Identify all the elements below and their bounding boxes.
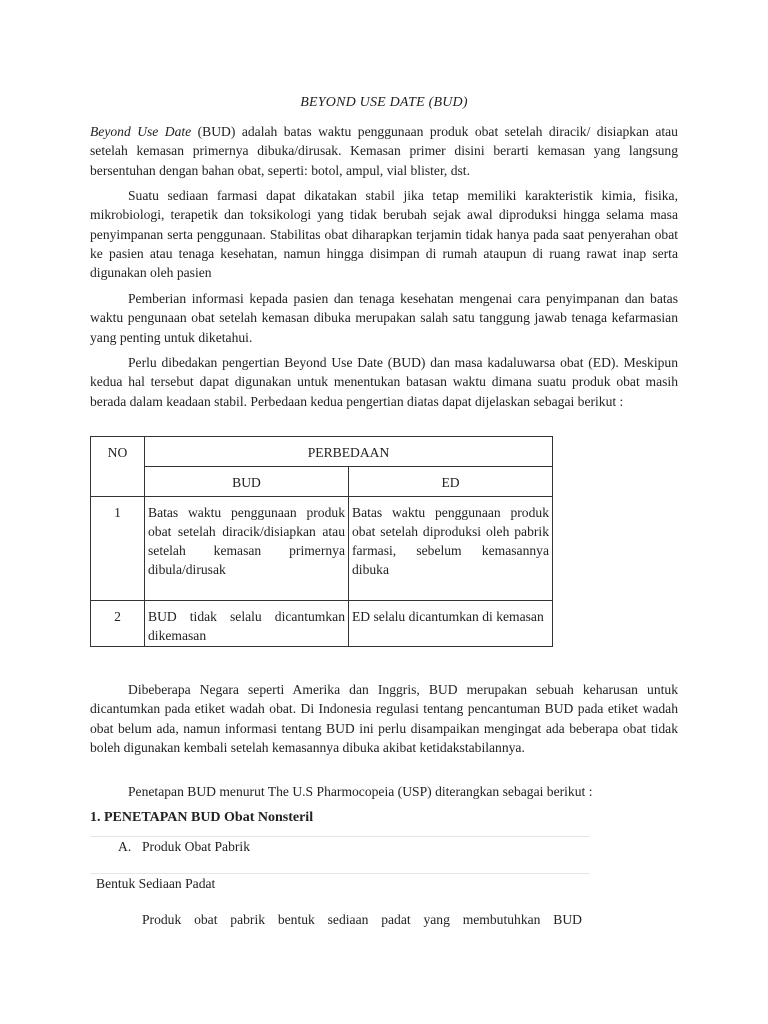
section-heading: 1. PENETAPAN BUD Obat Nonsteril [90,810,314,825]
header-bud: BUD [145,467,349,497]
paragraph-definition [90,122,678,180]
stability-text: Suatu sediaan farmasi dapat dikatakan stabil jika tetap memiliki karakteristik kimia, fisika, mikrobiologi, terapetik dan toksikologi yang tidak berubah sejak awal diproduksi hingga selama masa penyimpanan serta penggunaan. Stabilitas obat diharapkan terjamin tidak hanya pada saat penyerahan obat ke pasien atau tenaga kesehatan, namun hingga disimpan di rumah ataupun di ruang rawat inap serta digunakan oleh pasien [90,188,678,281]
header-perbedaan: PERBEDAAN [145,437,553,467]
paragraph-stability [90,186,678,282]
ed-cell: ED selalu dicantumkan di kemasan [349,601,553,647]
paragraph-usp [90,782,678,801]
difference-text: Perlu dibedakan pengertian Beyond Use Date (BUD) dan masa kadaluwarsa obat (ED). Meskipun kedua hal tersebut dapat digunakan untuk menentukan batasan waktu dimana suatu produk obat masih berada dalam keadaan stabil. Perbedaan kedua pengertian diatas dapat dijelaskan sebagai berikut : [90,355,678,409]
information-text: Pemberian informasi kepada pasien dan tenaga kesehatan mengenai cara penyimpanan dan batas waktu pengunaan obat setelah kemasan dibuka merupakan salah satu tanggung jawab tenaga kefarmasian yang penting untuk diketahui. [90,291,678,345]
subheading-a [118,839,250,855]
definition-text: (BUD) adalah batas waktu penggunaan produk obat setelah diracik/ disiapkan atau setelah kemasan primernya dibuka/dirusak. Kemasan primer disini berarti kemasan yang langsung bersentuhan dengan bahan obat, seperti: botol, ampul, vial blister, dst. [90,124,678,178]
header-no: NO [91,437,145,497]
bud-cell: BUD tidak selalu dicantumkan dikemasan [145,601,349,647]
header-ed: ED [349,467,553,497]
row-number: 1 [91,497,145,601]
table-row [91,601,553,647]
paragraph-solid-dosage: Produk obat pabrik bentuk sediaan padat yang membutuhkan BUD [142,912,582,927]
subheading-solid-dosage: Bentuk Sediaan Padat [96,876,216,891]
comparison-table [90,436,553,647]
bud-cell: Batas waktu penggunaan produk obat setelah diracik/disiapkan atau setelah kemasan primernya dibula/dirusak [145,497,349,601]
paragraph-regulation [90,680,678,757]
paragraph-information [90,289,678,347]
usp-text: Penetapan BUD menurut The U.S Pharmocopeia (USP) diterangkan sebagai berikut : [128,784,593,799]
list-marker: A. [118,839,132,854]
divider [90,836,590,837]
regulation-text: Dibeberapa Negara seperti Amerika dan Inggris, BUD merupakan sebuah keharusan untuk dicantumkan pada etiket wadah obat. Di Indonesia regulasi tentang pencantuman BUD pada etiket wadah obat belum ada, namun informasi tentang BUD ini perlu disampaikan mengingat ada beberapa obat tidak boleh digunakan kembali setelah kemasannya dibuka akibat ketidakstabilannya. [90,682,678,755]
table-row [91,497,553,601]
divider [90,873,590,874]
subheading-a-text: Produk Obat Pabrik [142,839,250,854]
ed-cell: Batas waktu penggunaan produk obat setelah diproduksi oleh pabrik farmasi, sebelum kemasannya dibuka [349,497,553,601]
document-title: BEYOND USE DATE (BUD) [300,95,468,110]
term-beyond-use-date: Beyond Use Date [90,124,192,139]
paragraph-difference [90,353,678,411]
row-number: 2 [91,601,145,647]
